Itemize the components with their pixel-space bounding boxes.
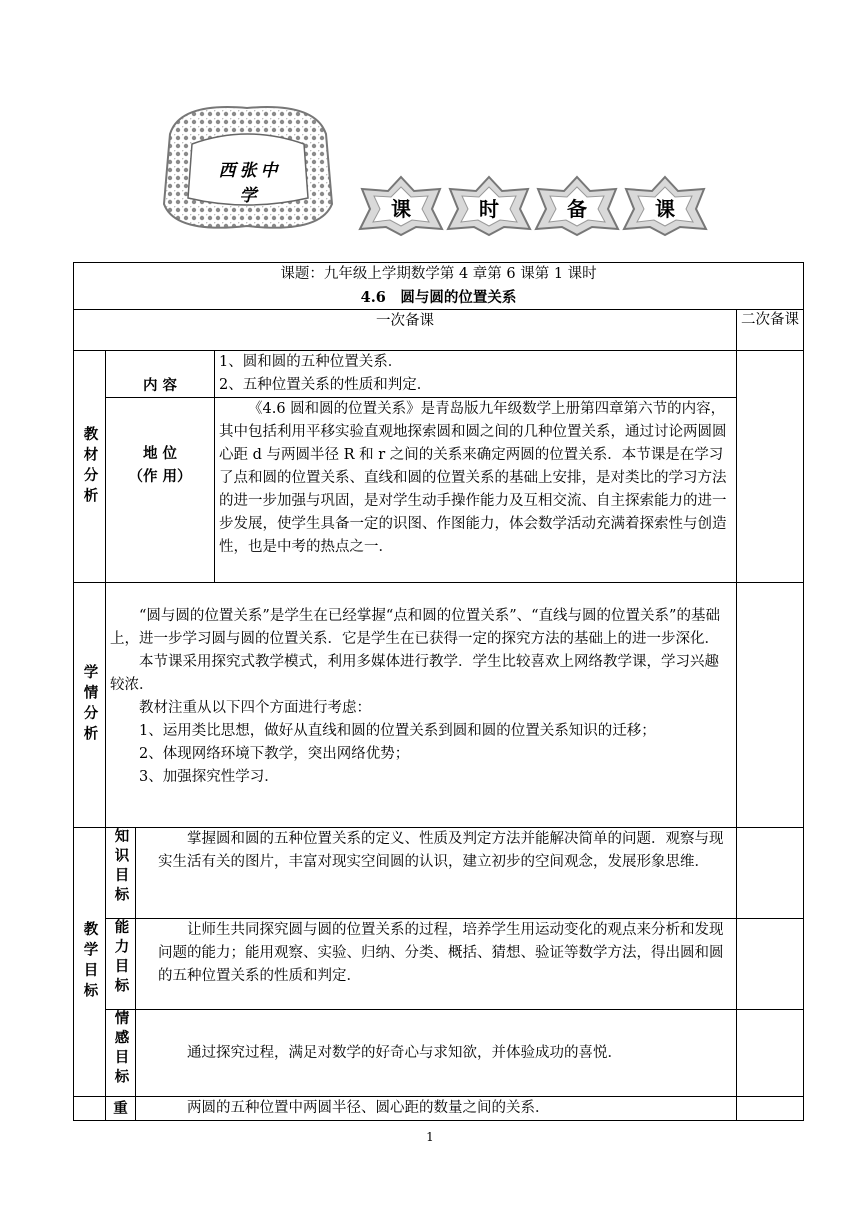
role-label-2: （作 用） [128, 468, 192, 485]
second-prep-knowledge [737, 828, 804, 919]
knowledge-goal-body: 掌握圆和圆的五种位置关系的定义、性质及判定方法并能解决简单的问题．观察与现实生活有关的图片，丰富对现实空间圆的认识，建立初步的空间观念，发展形象思维． [136, 828, 737, 919]
student-para-6: 3、加强探究性学习． [139, 769, 279, 785]
badge-2-text: 时 [479, 197, 499, 221]
role-label-1: 地 位 [142, 445, 178, 462]
student-para-1: “圆与圆的位置关系”是学生在已经掌握“点和圆的位置关系”、“直线与圆的位置关系”的基础上，进一步学习圆与圆的位置关系．它是学生在已获得一定的探究方法的基础上的进一步深化． [110, 608, 720, 647]
col-second-prep: 二次备课 [737, 310, 804, 351]
title-row [74, 263, 804, 310]
school-seal-frame [150, 94, 345, 244]
teaching-goals-label [74, 828, 106, 1097]
school-seal-text: 西张中学 [218, 161, 282, 206]
key-point-blank [74, 1097, 106, 1121]
second-prep-student [737, 583, 804, 828]
knowledge-goal-text: 知识目标 [112, 828, 130, 906]
textbook-analysis-label [74, 351, 106, 583]
textbook-analysis-text: 教材分析 [81, 425, 99, 508]
student-analysis-text: 学情分析 [81, 664, 99, 746]
role-text: 《4.6 圆和圆的位置关系》是青岛版九年级数学上册第四章第六节的内容，其中包括利用平移实验直观地探索圆和圆之间的几种位置关系，通过讨论两圆圆心距 d 与两圆半径 R 和 r 之间的关系来确定两圆的位置关系．本节课是在学习了点和圆的位置关系、直线和圆的位置关系的基础上安排，是对类比的学习方法的进一步加强与巩固，是对学生动手操作能力及互相交流、自主探索能力的进一步发展，使学生具备一定的识图、作图能力，体会数学活动充满着探索性与创造性，也是中考的热点之一． [215, 398, 737, 583]
emotion-goal-body: 通过探究过程，满足对数学的好奇心与求知欲，并体验成功的喜悦． [136, 1010, 737, 1097]
second-prep-textbook [737, 351, 804, 583]
key-point-row [74, 1097, 804, 1121]
knowledge-goal-row [74, 828, 804, 919]
badge-3 [534, 175, 620, 237]
knowledge-goal-label [106, 828, 136, 919]
emotion-goal-text: 情感目标 [112, 1010, 130, 1088]
ability-goal-body: 让师生共同探究圆与圆的位置关系的过程，培养学生用运动变化的观点来分析和发现问题的能力；能用观察、实验、归纳、分类、概括、猜想、验证等数学方法，得出圆和圆的五种位置关系的性质和判定． [136, 919, 737, 1010]
student-row [74, 583, 804, 828]
badge-3-text: 备 [567, 197, 587, 221]
badge-4-text: 课 [655, 197, 675, 221]
column-header-row [74, 310, 804, 351]
col-first-prep: 一次备课 [74, 310, 737, 351]
lesson-subtitle: 4.6 圆与圆的位置关系 [360, 289, 517, 306]
second-prep-ability [737, 919, 804, 1010]
emotion-goal-row [74, 1010, 804, 1097]
second-prep-emotion [737, 1010, 804, 1097]
student-para-5: 2、体现网络环境下教学，突出网络优势； [139, 746, 410, 762]
ability-goal-row [74, 919, 804, 1010]
textbook-content-row [74, 351, 804, 398]
badge-2 [446, 175, 532, 237]
badge-4 [622, 175, 708, 237]
student-para-2: 本节课采用探究式教学模式，利用多媒体进行教学．学生比较喜欢上网络教学课，学习兴趣较浓． [110, 654, 719, 693]
ability-goal-label [106, 919, 136, 1010]
title-cell [74, 263, 804, 310]
lesson-plan-table [73, 262, 804, 1121]
teaching-goals-text: 教学目标 [81, 921, 99, 1003]
badge-1 [358, 175, 444, 237]
second-prep-key [737, 1097, 804, 1121]
content-item-1: 1、圆和圆的五种位置关系． [219, 354, 403, 370]
content-label: 内 容 [106, 351, 215, 398]
emotion-goal-label [106, 1010, 136, 1097]
content-list [215, 351, 737, 398]
student-analysis-body [106, 583, 737, 828]
key-point-label: 重 [106, 1097, 136, 1121]
student-para-4: 1、运用类比思想，做好从直线和圆的位置关系到圆和圆的位置关系知识的迁移； [139, 723, 656, 739]
student-analysis-label [74, 583, 106, 828]
lesson-title: 课题：九年级上学期数学第 4 章第 6 课第 1 课时 [280, 266, 597, 282]
textbook-role-row [74, 398, 804, 583]
content-item-2: 2、五种位置关系的性质和判定． [219, 377, 432, 393]
badge-1-text: 课 [391, 197, 411, 221]
ability-goal-text: 能力目标 [112, 919, 130, 997]
student-para-3: 教材注重从以下四个方面进行考虑： [139, 700, 371, 716]
role-label [106, 398, 215, 583]
key-point-body: 两圆的五种位置中两圆半径、圆心距的数量之间的关系． [136, 1097, 737, 1121]
page-number: 1 [426, 1130, 434, 1144]
